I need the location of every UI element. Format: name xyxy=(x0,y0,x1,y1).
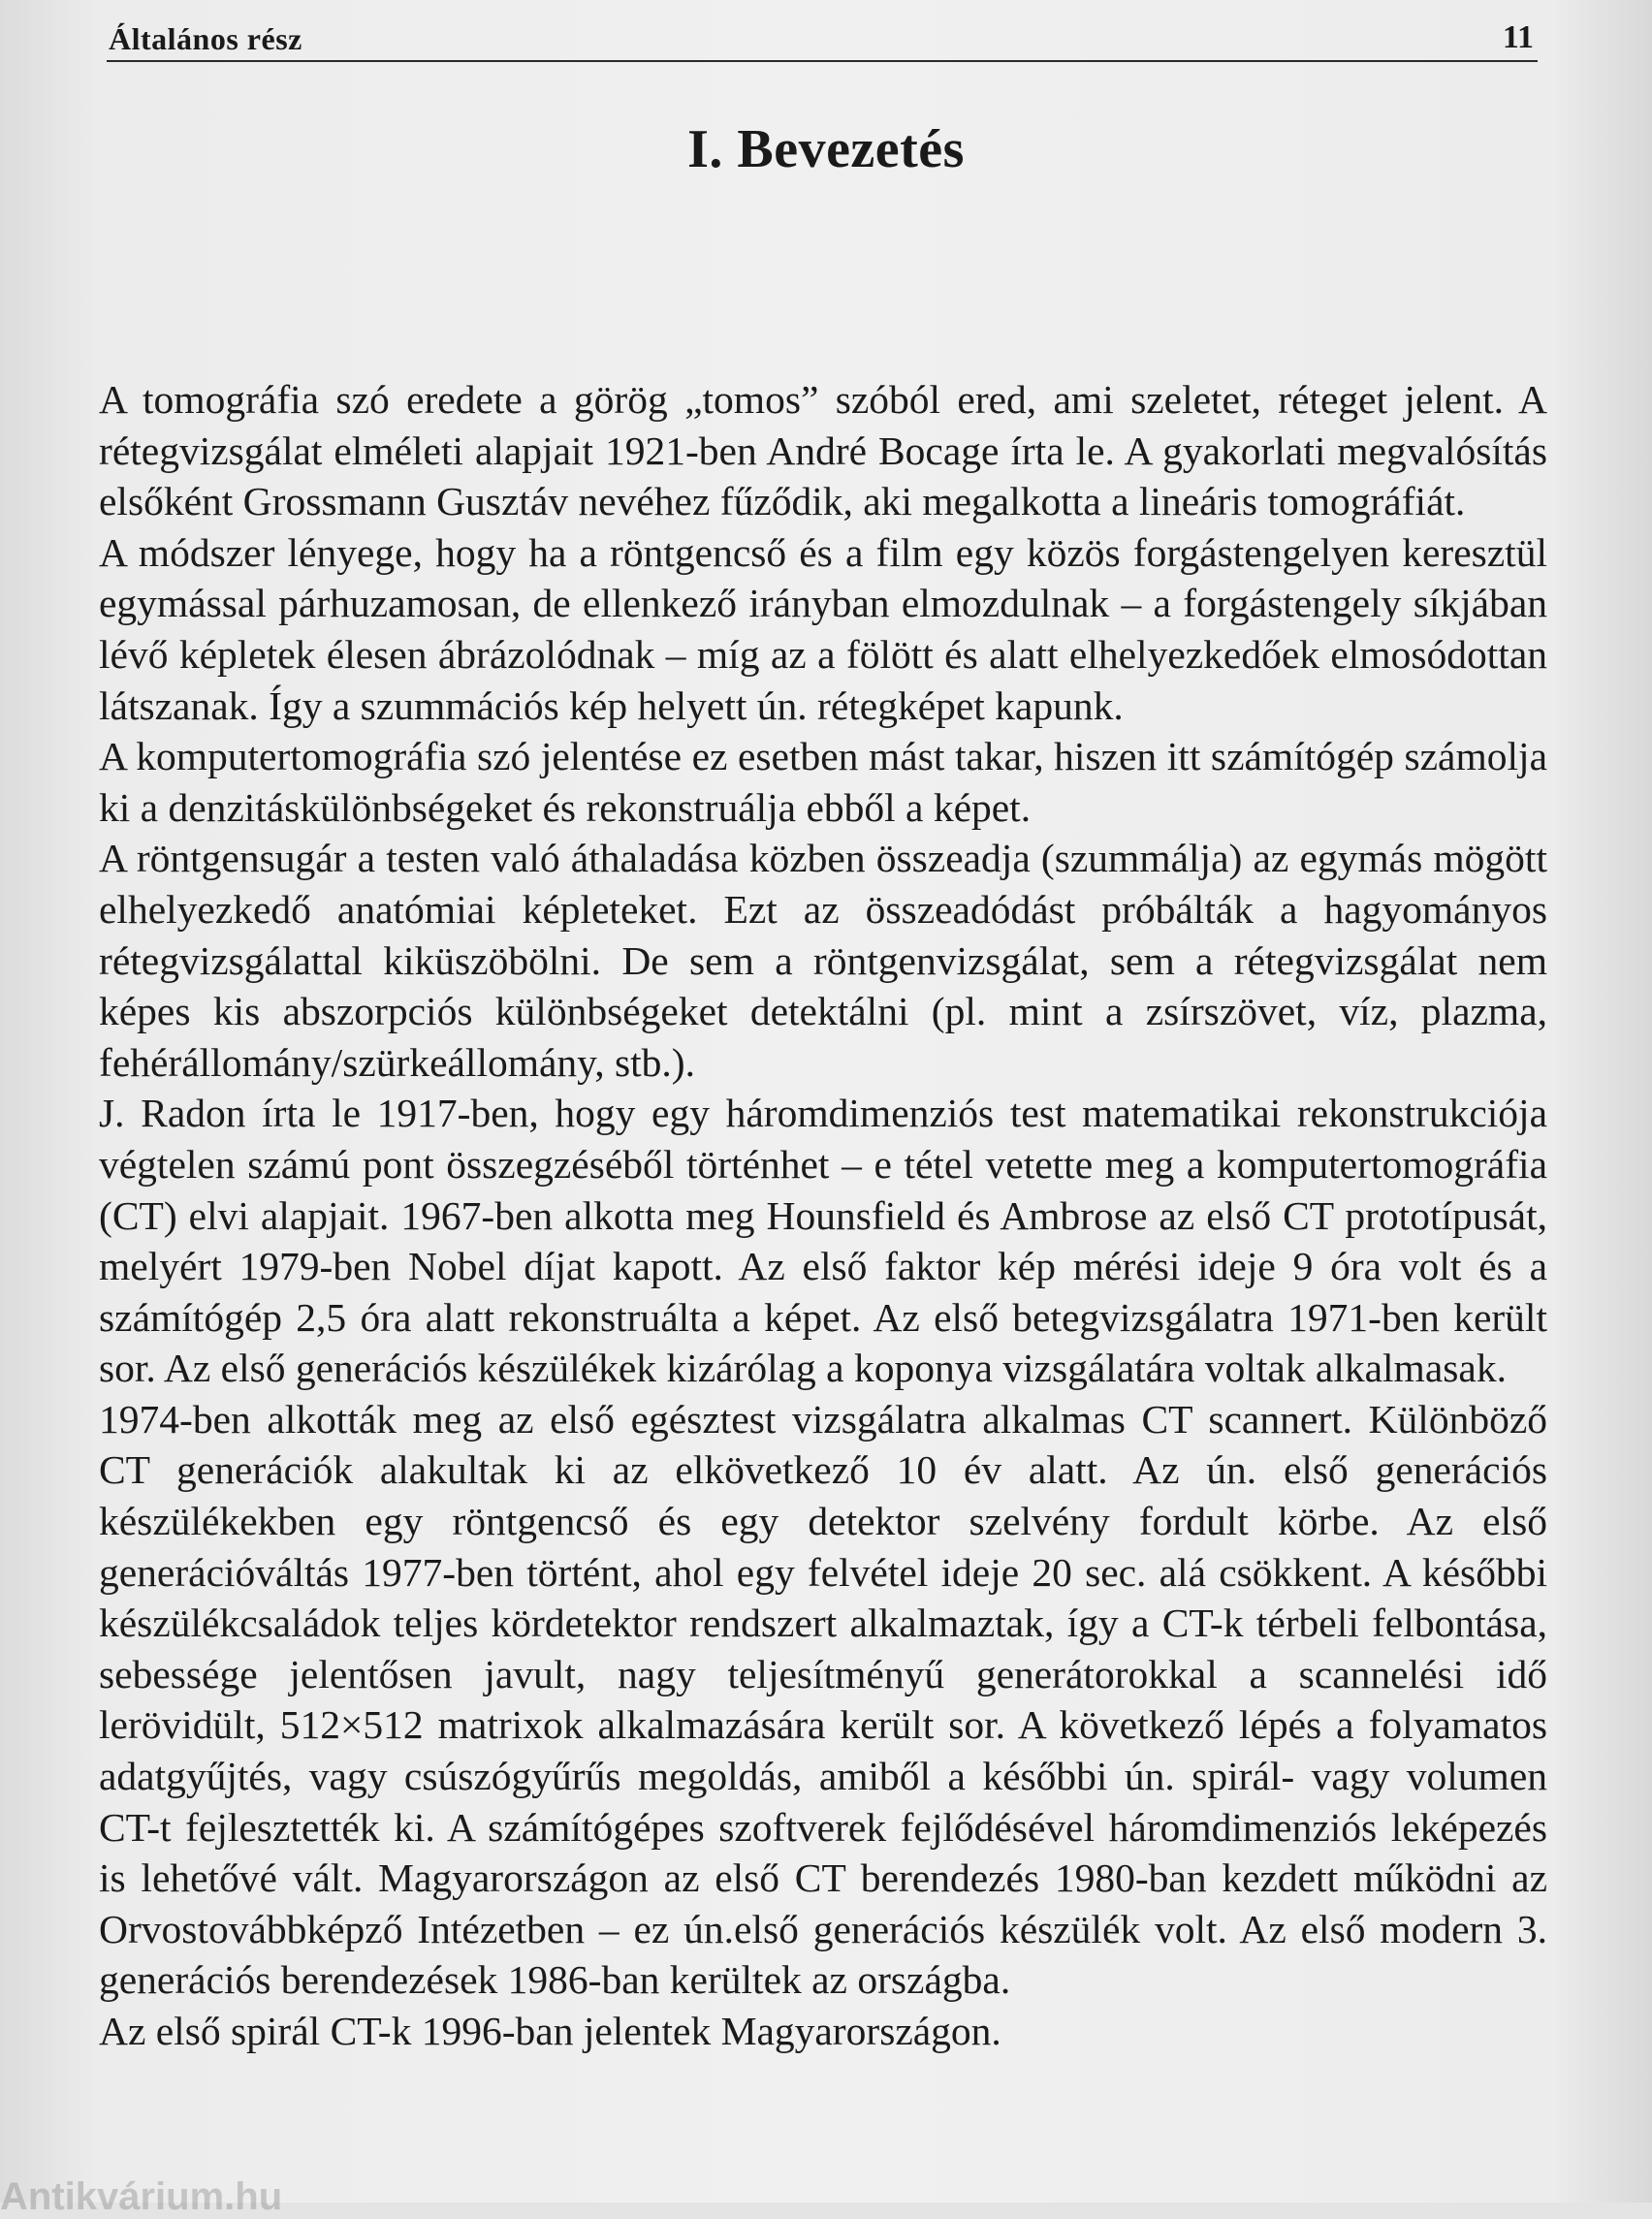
paragraph: A röntgensugár a testen való áthaladása közben összeadja (szummálja) az egymás mögött elhelyezkedő anatómiai képleteket. Ezt az összeadódást próbálták a hagyományos rétegvizsgálattal kiküszöbölni. De sem a röntgenvizsgálat, sem a rétegvizsgálat nem képes kis abszorpciós különbségeket detektálni (pl. mint a zsírszövet, víz, plazma, fehérállomány/szürkeállomány, stb.). xyxy=(99,836,1547,1085)
running-header xyxy=(107,19,1538,62)
page-number: 11 xyxy=(1502,19,1534,55)
paragraph: J. Radon írta le 1917-ben, hogy egy háromdimenziós test matematikai rekonstrukciója végtelen számú pont összegzéséből történhet – e tétel vetette meg a komputertomográfia (CT) elvi alapjait. 1967-ben alkotta meg Hounsfield és Ambrose az első CT prototípusát, melyért 1979-ben Nobel díjat kapott. Az első faktor kép mérési ideje 9 óra volt és a számítógép 2,5 óra alatt rekonstruálta a képet. Az első betegvizsgálatra 1971-ben került sor. Az első generációs készülékek kizárólag a koponya vizsgálatára voltak alkalmasak. xyxy=(99,1091,1547,1391)
paragraph: Az első spirál CT-k 1996-ban jelentek Magyarországon. xyxy=(99,2009,1001,2053)
body-text xyxy=(99,374,1547,2057)
running-header-section-title: Általános rész xyxy=(109,21,302,56)
paragraph: 1974-ben alkották meg az első egésztest vizsgálatra alkalmas CT scannert. Különböző CT generációk alakultak ki az elkövetkező 10 év alatt. Az ún. első generációs készülékekben egy röntgencső és egy detektor szelvény fordult körbe. Az első generációváltás 1977-ben történt, ahol egy felvétel ideje 20 sec. alá csökkent. A későbbi készülékcsaládok teljes kördetektor rendszert alkalmaztak, így a CT-k térbeli felbontása, sebessége jelentősen javult, nagy teljesítményű generátorokkal a scannelési idő lerövidült, 512×512 matrixok alkalmazására került sor. A következő lépés a folyamatos adatgyűjtés, vagy csúszógyűrűs megoldás, amiből a későbbi ún. spirál- vagy volumen CT-t fejlesztették ki. A számítógépes szoftverek fejlődésével háromdimenziós leképezés is lehetővé vált. Magyarországon az első CT berendezés 1980-ban kezdett működni az Orvostovábbképző Intézetben – ez ún.első generációs készülék volt. Az első modern 3. generációs berendezések 1986-ban kerültek az országba. xyxy=(99,1396,1547,2003)
paragraph: A komputertomográfia szó jelentése ez esetben mást takar, hiszen itt számítógép számolja ki a denzitáskülönbségeket és rekonstruálja ebből a képet. xyxy=(99,734,1547,830)
chapter-title: I. Bevezetés xyxy=(687,119,965,179)
watermark: Antikvárium.hu xyxy=(0,2175,283,2218)
paragraph: A módszer lényege, hogy ha a röntgencső és a film egy közös forgástengelyen keresztül egymással párhuzamosan, de ellenkező irányban elmozdulnak – a forgástengely síkjában lévő képletek élesen ábrázolódnak – míg az a fölött és alatt elhelyezkedőek elmosódottan látszanak. Így a szummációs kép helyett ún. rétegképet kapunk. xyxy=(99,529,1547,728)
paragraph: A tomográfia szó eredete a görög „tomos” szóból ered, ami szeletet, réteget jelent. A rétegvizsgálat elméleti alapjait 1921-ben André Bocage írta le. A gyakorlati megvalósítás elsőként Grossmann Gusztáv nevéhez fűződik, aki megalkotta a lineáris tomográfiát. xyxy=(99,377,1547,524)
